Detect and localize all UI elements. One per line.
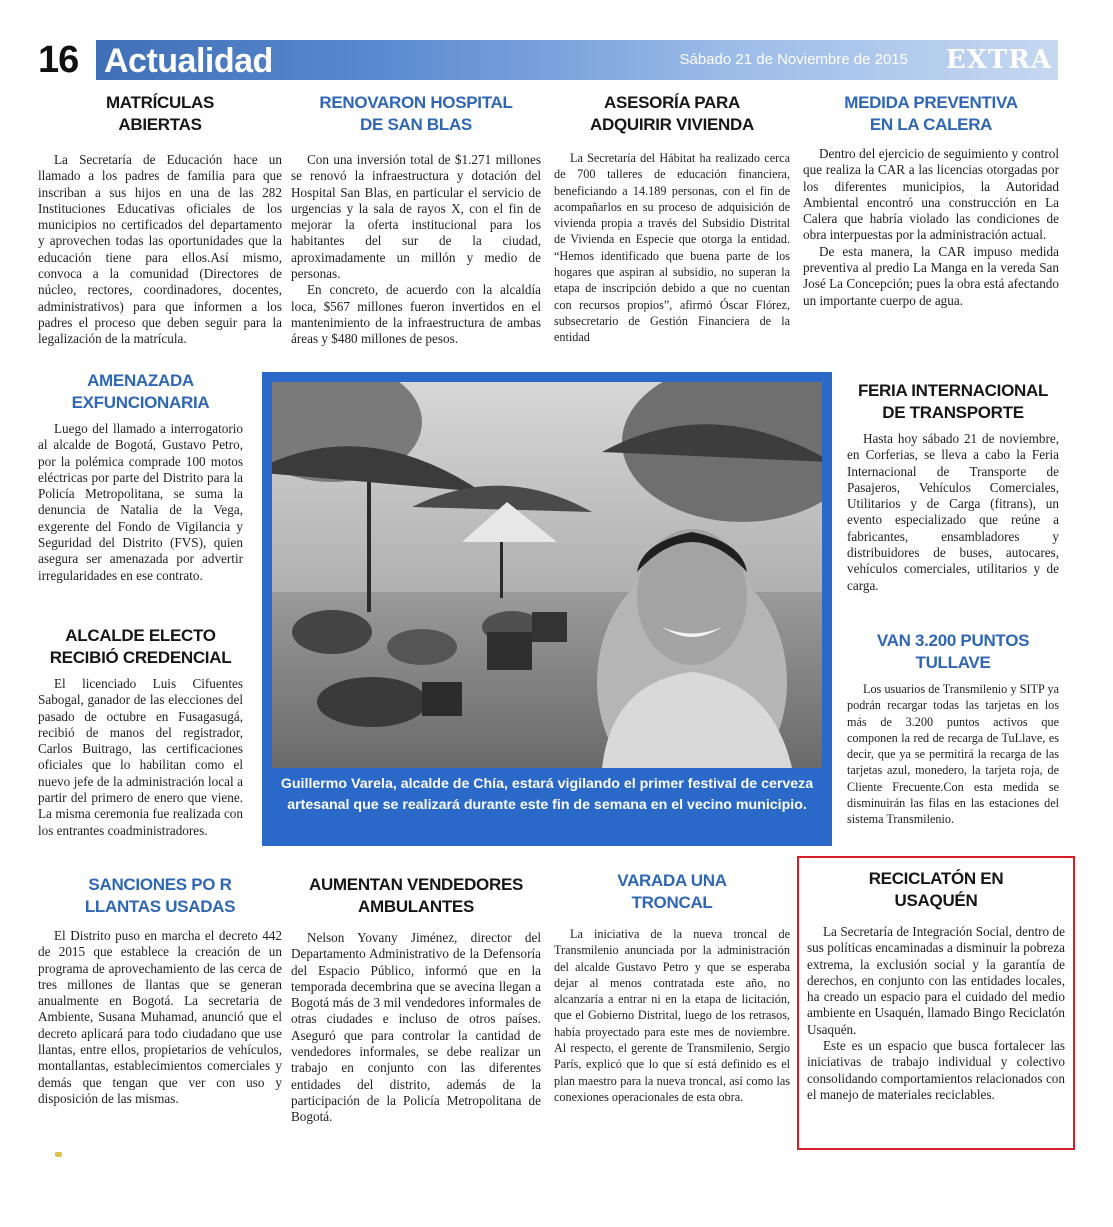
article-paragraph: La Secretaría de Integración Social, dentro de sus políticas encaminadas a disminuir la pobreza extrema, la exclusión social y la garantía de derechos, en conjunto con las entidades locales, ha creado un espacio para el cuidado del medio ambiente en Usaquén, llamado Bingo Reciclatón Usaquén.: [807, 924, 1065, 1037]
page-header: [38, 38, 1058, 82]
article-feria: [847, 380, 1059, 594]
photo-frame: [262, 372, 832, 846]
article-body: [38, 421, 243, 584]
article-paragraph: La iniciativa de la nueva troncal de Transmilenio anunciada por la administración del alcalde Gustavo Petro y que se esperaba dejar al menos contratada este año, no alcanzaría a entrar ni en la etapa de licitación, que el Gobierno Distrital, luego de los retrasos, había proyectado para este mes de noviembre. Al respecto, el gerente de Transmilenio, Sergio París, explicó que lo que sí está definido es el plan maestro para la nueva troncal, así como las conexiones operacionales de esta obra.: [554, 927, 790, 1104]
article-headline: AMENAZADA EXFUNCIONARIA: [71, 371, 210, 412]
article-headline: VARADA UNA TRONCAL: [617, 871, 727, 912]
article-body: [291, 152, 541, 348]
article-body: [38, 928, 282, 1107]
article-body: [38, 152, 282, 348]
article-headline: ASESORÍA PARA ADQUIRIR VIVIENDA: [590, 93, 754, 134]
article-paragraph: Este es un espacio que busca fortalecer las iniciativas de trabajo individual y colectivo consolidando comportamientos relacionados con el manejo de materiales reciclables.: [807, 1038, 1065, 1102]
article-paragraph: La Secretaría de Educación hace un llamado a los padres de familia para que inscriban a sus hijos en una de las 282 Instituciones Educativas oficiales de los municipios no certificados del departamento y aprovechen todas las oportunidades que la educación tiene para ellos.Así mismo, convoca a la comunidad (Directores de núcleo, rectores, coordinadores, docentes, administrativos) para que informen a los padres el proceso que deben seguir para la legalización de la matrícula.: [38, 152, 282, 347]
article-alcalde: [38, 625, 243, 839]
article-body: [803, 146, 1059, 309]
page-number: 16: [38, 39, 79, 81]
article-headline: MEDIDA PREVENTIVA EN LA CALERA: [844, 93, 1018, 134]
festival-scene-illustration: [272, 382, 822, 768]
article-paragraph: El licenciado Luis Cifuentes Sabogal, ganador de las elecciones del pasado de octubre en Fusagasugá, recibió de manos del registrador, Carlos Buitrago, las certificaciones oficiales que lo habilitan como el nuevo jefe de la administración local a partir del primero de enero que viene. La misma ceremonia fue realizada con los entrantes coadministradores.: [38, 676, 243, 838]
article-headline: RECICLATÓN EN USAQUÉN: [868, 869, 1004, 910]
article-body: [291, 930, 541, 1126]
issue-date: Sábado 21 de Noviembre de 2015: [679, 51, 908, 68]
article-reciclaton: [807, 868, 1065, 1103]
article-paragraph: En concreto, de acuerdo con la alcaldía loca, $567 millones fueron invertidos en el mantenimiento de la infraestructura de ambas áreas y $480 millones de pesos.: [291, 282, 541, 347]
article-paragraph: Luego del llamado a interrogatorio al alcalde de Bogotá, Gustavo Petro, por la polémica comprade 100 motos eléctricas por parte del Distrito para la Policía Metropolitana, se suma la denuncia de Natalia de la Vega, exgerente del Fondo de Vigilancia y Seguridad del Distrito (FVS), quien asegura ser amenazada por advertir irregularidades en ese contrato.: [38, 421, 243, 583]
article-headline: ALCALDE ELECTO RECIBIÓ CREDENCIAL: [49, 626, 232, 667]
article-asesoria: [554, 92, 790, 346]
article-vendedores: [291, 874, 541, 1126]
article-renovaron: [291, 92, 541, 348]
article-matriculas: [38, 92, 282, 348]
article-headline: AUMENTAN VENDEDORES AMBULANTES: [308, 875, 524, 916]
article-body: [807, 924, 1065, 1103]
article-headline: MATRÍCULAS ABIERTAS: [105, 93, 215, 134]
section-title: Actualidad: [104, 42, 273, 80]
article-body: [847, 681, 1059, 828]
article-sanciones: [38, 874, 282, 1107]
photo-caption: Guillermo Varela, alcalde de Chía, estará vigilando el primer festival de cerveza artesanal que se realizará durante este fin de semana en el vecino municipio.: [280, 776, 814, 813]
article-headline: FERIA INTERNACIONAL DE TRANSPORTE: [857, 381, 1049, 422]
article-paragraph: Hasta hoy sábado 21 de noviembre, en Corferias, se lleva a cabo la Feria Internacional de Transporte de Pasajeros, Vehículos Comerciales, Utilitarios y de Carga (fitrans), un evento especializado que reúne a fabricantes, ensambladores y distribuidores de buses, autocares, vehículos comerciales, utilitarios y de carga.: [847, 431, 1059, 593]
newspaper-logo: EXTRA: [945, 45, 1052, 75]
article-headline: RENOVARON HOSPITAL DE SAN BLAS: [319, 93, 513, 134]
article-paragraph: Dentro del ejercicio de seguimiento y control que realiza la CAR a las licencias otorgadas por los diferentes municipios, la Autoridad Ambiental encontró una construcción en La Calera que habría violado las condiciones de obra interpuestas por la administración actual.: [803, 146, 1059, 243]
article-paragraph: Nelson Yovany Jiménez, director del Departamento Administrativo de la Defensoría del Espacio Público, informó que en la temporada decembrina que se avecina llegan a Bogotá más de 3 mil vendedores informales de otras ciudades e incluso de otros países. Aseguró que para controlar la cantidad de vendedores informales, se debe realizar un trabajo en conjunto con las diferentes entidades del distrito, además de la participación de la Policía Metropolitana de Bogotá.: [291, 930, 541, 1125]
article-varada: [554, 870, 790, 1105]
print-speck: [55, 1152, 62, 1157]
article-paragraph: De esta manera, la CAR impuso medida preventiva al predio La Manga en la vereda San José La Concepción; pues la obra está afectando un importante cuerpo de agua.: [803, 243, 1059, 308]
article-body: [847, 431, 1059, 594]
article-paragraph: La Secretaría del Hábitat ha realizado cerca de 700 talleres de educación financiera, beneficiando a 14.189 personas, con el fin de acompañarlos en su proceso de adquisición de vivienda propia a través del Subsidio Distrital de Vivienda en Especie que otorga la entidad. “Hemos identificado que buena parte de los hogares que aspiran al subsidio, no superan la etapa de inscripción debido a que no cuentan con recursos propios”, afirmó Óscar Flórez, subsecretario de Gestión Financiera de la entidad: [554, 151, 790, 345]
festival-photo: [272, 382, 822, 768]
article-medida: [803, 92, 1059, 309]
article-body: [38, 676, 243, 839]
article-body: [554, 926, 790, 1105]
article-amenazada: [38, 370, 243, 584]
article-paragraph: Los usuarios de Transmilenio y SITP ya podrán recargar todas las tarjetas en los más de 3.200 puntos activos que componen la red de recarga de TuLlave, es decir, que ya se permitirá la recarga de las tarjetas azul, monedero, la tarjeta roja, de Cliente Frecuente.Con esta medida se disminuirán las filas en las estaciones del sistema Transmilenio.: [847, 682, 1059, 827]
article-headline: VAN 3.200 PUNTOS TULLAVE: [876, 631, 1030, 672]
article-paragraph: El Distrito puso en marcha el decreto 442 de 2015 que establece la creación de un programa de aprovechamiento de las cerca de tres millones de llantas que se generan anualmente en Bogotá. La secretaria de Ambiente, Susana Muhamad, anunció que el decreto aplicará para todo ciudadano que use llantas, entre ellos, propietarios de vehículos, montallantas, establecimientos comerciales y demás que tengan que ver con uso y disposición de las mismas.: [38, 928, 282, 1106]
article-headline: SANCIONES PO R LLANTAS USADAS: [84, 875, 236, 916]
article-body: [554, 150, 790, 346]
article-paragraph: Con una inversión total de $1.271 millones se renovó la infraestructura y dotación del Hospital San Blas, en particular el servicio de urgencias y la sala de rayos X, con el fin de mejorar la oferta institucional para los habitantes del sur de la ciudad, aproximadamente un millón y medio de personas.: [291, 152, 541, 282]
article-tullave: [847, 630, 1059, 828]
